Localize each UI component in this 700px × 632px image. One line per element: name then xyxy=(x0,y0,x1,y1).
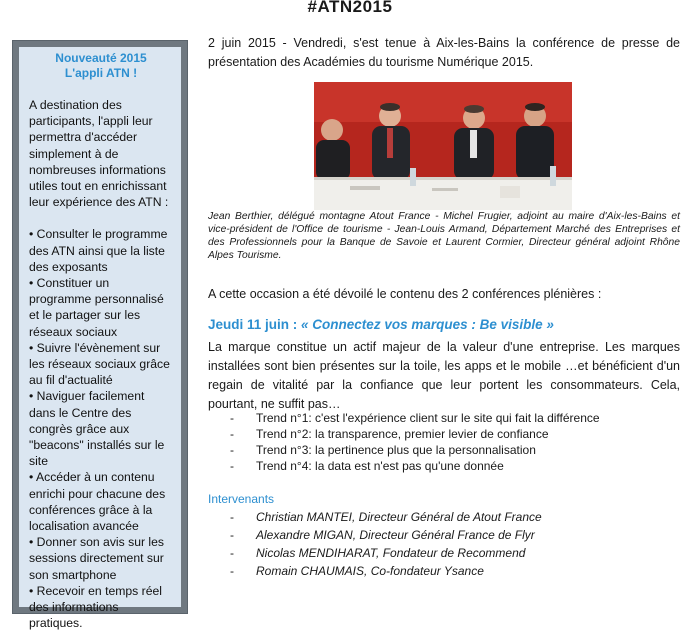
speaker-item xyxy=(230,508,542,526)
trend-item xyxy=(230,442,600,458)
app-promo-content xyxy=(19,47,181,631)
trend-text: Trend n°3: la pertinence plus que la personnalisation xyxy=(256,443,536,457)
announcement-text: A cette occasion a été dévoilé le contenu des 2 conférences plénières : xyxy=(208,287,602,301)
promo-heading-line2: L'appli ATN ! xyxy=(64,66,138,80)
promo-feature-item: • Recevoir en temps réel des informations pratiques. xyxy=(29,583,162,631)
list-dash: - xyxy=(230,459,234,473)
session-title: « Connectez vos marques : Be visible » xyxy=(301,317,554,332)
list-dash: - xyxy=(230,564,234,578)
list-dash: - xyxy=(230,411,234,425)
promo-feature-item: • Naviguer facilement dans le Centre des congrès grâce aux "beacons" installés sur le site xyxy=(29,389,165,469)
photo-caption: Jean Berthier, délégué montagne Atout France - Michel Frugier, adjoint au maire d'Aix-les-Bains et vice-président de l'Office de tourisme - Jean-Louis Armand, Département Marché des Entreprises et des Professionnels pour la Banque de Savoie et Laurent Cormier, Directeur général adjoint Rhône Alpes Tourisme. xyxy=(208,211,680,261)
trend-item xyxy=(230,426,600,442)
list-dash: - xyxy=(230,528,234,542)
promo-intro: A destination des participants, l'appli leur permettra d'accéder simplement à de nombreuses informations utiles tout en enrichissant leur expérience des ATN : xyxy=(29,98,169,210)
promo-feature-item: • Consulter le programme des ATN ainsi que la liste des exposants xyxy=(29,227,168,274)
session-day: Jeudi 11 juin : xyxy=(208,317,298,332)
speaker-text: Nicolas MENDIHARAT, Fondateur de Recommend xyxy=(256,546,526,560)
speaker-item xyxy=(230,562,542,580)
speaker-text: Romain CHAUMAIS, Co-fondateur Ysance xyxy=(256,564,484,578)
speaker-item xyxy=(230,526,542,544)
speaker-text: Christian MANTEI, Directeur Général de Atout France xyxy=(256,510,542,524)
speakers-heading: Intervenants xyxy=(208,492,275,506)
promo-feature-item: • Suivre l'évènement sur les réseaux sociaux grâce au fil d'actualité xyxy=(29,340,170,388)
list-dash: - xyxy=(230,427,234,441)
speaker-item xyxy=(230,544,542,562)
trend-text: Trend n°4: la data est n'est pas qu'une donnée xyxy=(256,459,504,473)
promo-feature-item: • Donner son avis sur les sessions directement sur son smartphone xyxy=(29,535,165,582)
list-dash: - xyxy=(230,510,234,524)
trend-text: Trend n°2: la transparence, premier levier de confiance xyxy=(256,427,549,441)
promo-heading xyxy=(29,51,173,81)
promo-feature-item: • Accéder à un contenu enrichi pour chacune des conférences grâce à la localisation avancée xyxy=(29,470,166,534)
promo-heading-line1: Nouveauté 2015 xyxy=(55,51,147,65)
article-intro: 2 juin 2015 - Vendredi, s'est tenue à Aix-les-Bains la conférence de presse de présentation des Académies du tourisme Numérique 2015. xyxy=(208,36,680,69)
list-dash: - xyxy=(230,546,234,560)
page-title: #ATN2015 xyxy=(307,0,393,16)
list-dash: - xyxy=(230,443,234,457)
speaker-list xyxy=(230,508,542,580)
session-heading xyxy=(208,317,680,332)
promo-feature-item: • Constituer un programme personnalisé et le partager sur les réseaux sociaux xyxy=(29,276,164,339)
article xyxy=(208,34,680,578)
promo-feature-list xyxy=(29,226,173,631)
trend-item xyxy=(230,458,600,474)
trend-item xyxy=(230,410,600,426)
trend-text: Trend n°1: c'est l'expérience client sur le site qui fait la différence xyxy=(256,411,600,425)
trend-list xyxy=(230,410,600,474)
session-description: La marque constitue un actif majeur de la valeur d'une entreprise. Les marques installées sont bien présentes sur la toile, les apps et le mobile …et bénéficient d'un regain de vitalité par la confiance que leur portent les consommateurs. Cela, pourtant, ne suffit pas… xyxy=(208,340,680,411)
speaker-text: Alexandre MIGAN, Directeur Général France de Flyr xyxy=(256,528,535,542)
press-conference-photo xyxy=(314,82,572,210)
app-promo-box xyxy=(12,40,188,631)
